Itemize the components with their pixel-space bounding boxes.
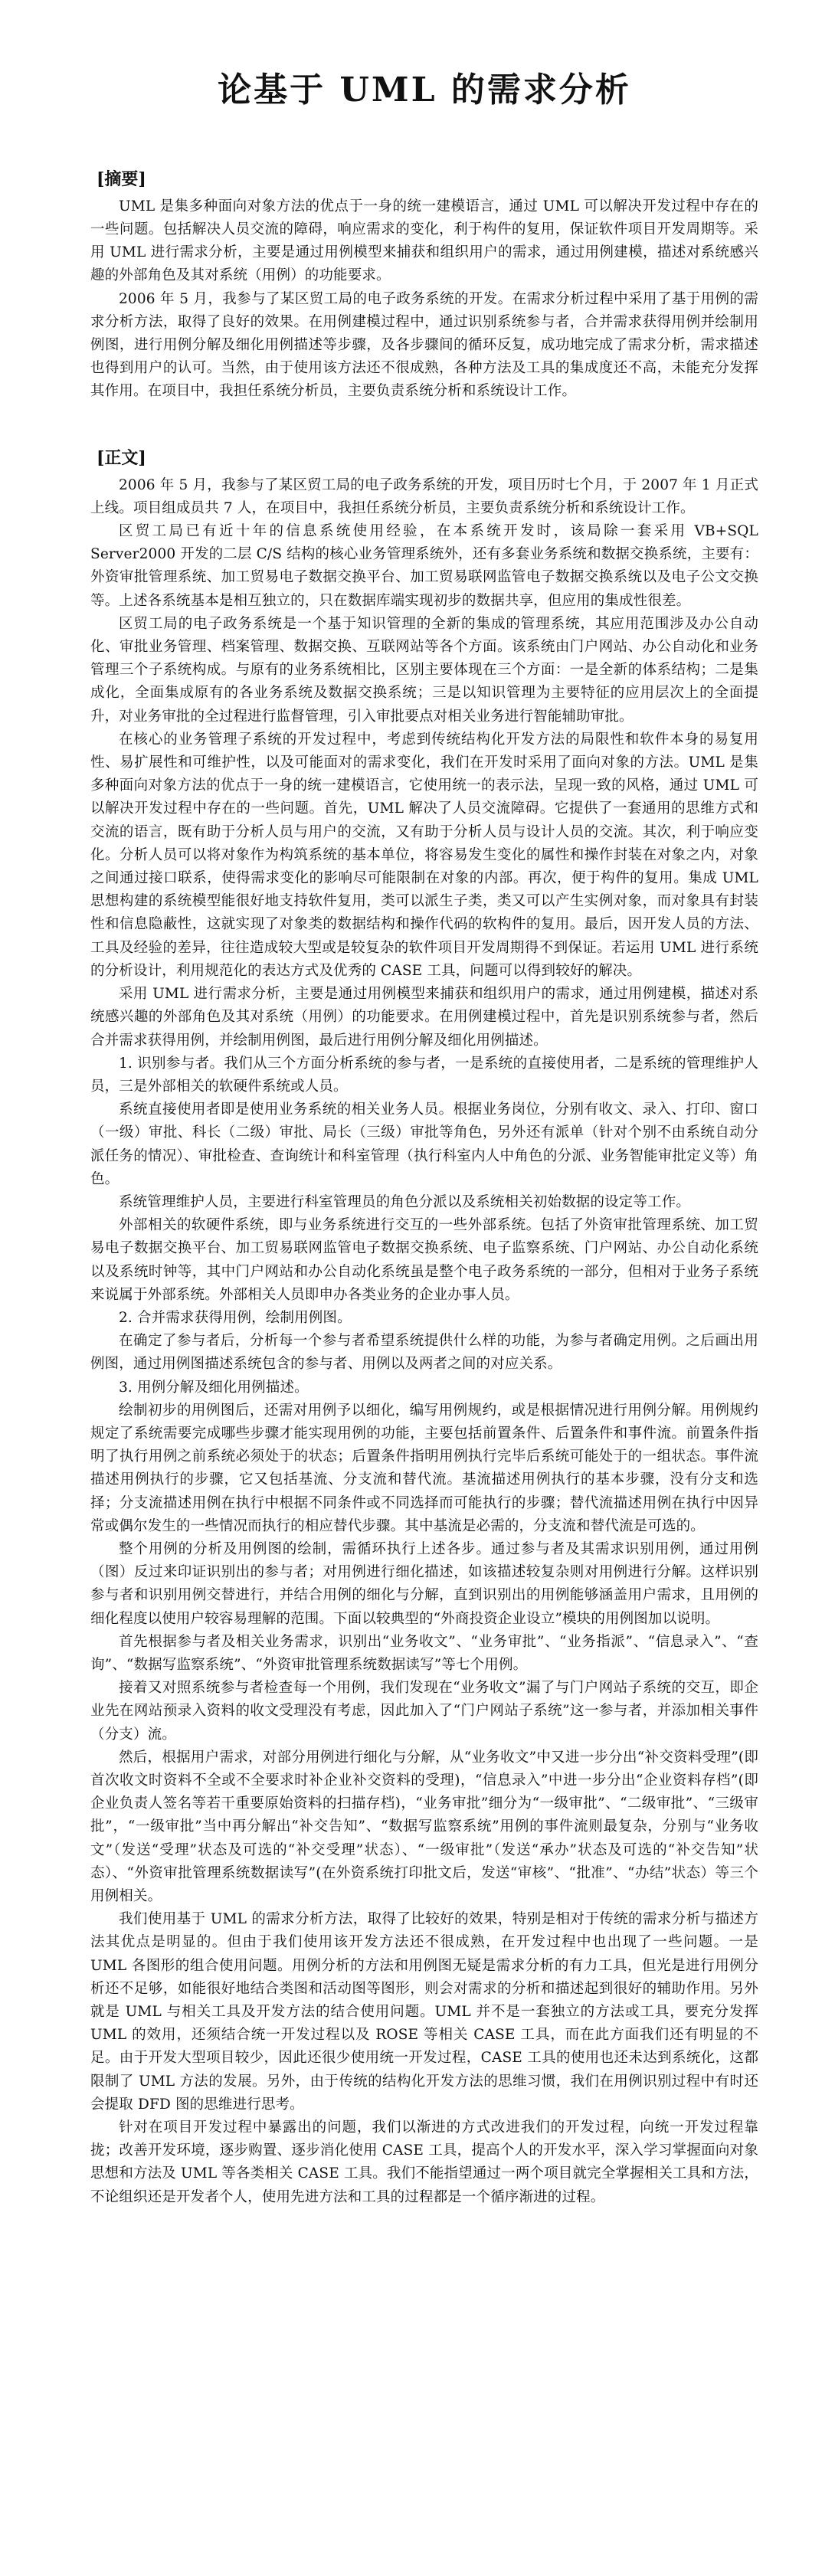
body-paragraph: 在确定了参与者后，分析每一个参与者希望系统提供什么样的功能，为参与者确定用例。之后画出用例图，通过用例图描述系统包含的参与者、用例以及两者之间的对应关系。 [90,1333,758,1373]
body-paragraph: 在核心的业务管理子系统的开发过程中，考虑到传统结构化开发方法的局限性和软件本身的易复用性、易扩展性和可维护性，以及可能面对的需求变化，我们在开发时采用了面向对象的方法。UML 是集多种面向对象方法的优点于一身的统一建模语言，它使用统一的表示法，呈现一致的风格，通过 UML 可以解决开发过程中存在的一些问题。首先，UML 解决了人员交流障碍。它提供了一套通用的思维方式和交流的语言，既有助于分析人员与用户的交流，又有助于分析人员与设计人员的交流。其次，利于响应变化。分析人员可以将对象作为构筑系统的基本单位，将容易发生变化的属性和操作封装在对象之内，对象之间通过接口联系，使得需求变化的影响尽可能限制在对象的内部。再次，便于构件的复用。集成 UML 思想构建的系统模型能很好地支持软件复用，类可以派生子类，类又可以产生实例对象，而对象具有封装性和信息隐蔽性，这就实现了对象类的数据结构和操作代码的软构件的复用。最后，因开发人员的方法、工具及经验的差异，往往造成较大型或是较复杂的软件项目开发周期得不到保证。若运用 UML 进行系统的分析设计，利用规范化的表达方式及优秀的 CASE 工具，问题可以得到较好的解决。 [90,731,758,979]
document-title: 论基于 UML 的需求分析 [218,70,631,110]
body-paragraph: 我们使用基于 UML 的需求分析方法，取得了比较好的效果，特别是相对于传统的需求分析与描述方法其优点是明显的。但由于我们使用该开发方法还不很成熟，在开发过程中也出现了一些问题。一是 UML 各图形的组合使用问题。用例分析的方法和用例图无疑是需求分析的有力工具，但光是进行用例分析还不足够，如能很好地结合类图和活动图等图形，则会对需求的分析和描述起到很好的辅助作用。另外就是 UML 与相关工具及开发方法的结合使用问题。UML 并不是一套独立的方法或工具，要充分发挥 UML 的效用，还须结合统一开发过程以及 ROSE 等相关 CASE 工具，而在此方面我们还有明显的不足。由于开发大型项目较少，因此还很少使用统一开发过程，CASE 工具的使用也还未达到系统化，这都限制了 UML 方法的发展。另外，由于传统的结构化开发方法的思维习惯，我们在用例识别过程中有时还会提取 DFD 图的思维进行思考。 [90,1911,758,2113]
abstract-heading: [摘要] [97,169,146,189]
body-paragraph: 外部相关的软硬件系统，即与业务系统进行交互的一些外部系统。包括了外资审批管理系统、加工贸易电子数据交换平台、加工贸易联网监管电子数据交换系统、电子监察系统、门户网站、办公自动化系统以及系统时钟等，其中门户网站和办公自动化系统虽是整个电子政务系统的一部分，但相对于业务子系统来说属于外部系统。外部相关人员即申办各类业务的企业办事人员。 [90,1217,758,1303]
abstract-paragraph: UML 是集多种面向对象方法的优点于一身的统一建模语言，通过 UML 可以解决开发过程中存在的一些问题。包括解决人员交流的障碍，响应需求的变化，利于构件的复用，保证软件项目开发周期等。采用 UML 进行需求分析，主要是通过用例模型来捕获和组织用户的需求，通过用例建模，描述对系统感兴趣的外部角色及其对系统（用例）的功能要求。 [90,198,758,284]
body-heading: [正文] [97,447,146,468]
body-paragraph: 整个用例的分析及用例图的绘制，需循环执行上述各步。通过参与者及其需求识别用例，通过用例（图）反过来印证识别出的参与者；对用例进行细化描述，如该描述较复杂则对用例进行分解。这样识别参与者和识别用例交替进行，并结合用例的细化与分解，直到识别出的用例能够涵盖用户需求，且用例的细化程度以使用户较容易理解的范围。下面以较典型的“外商投资企业设立”模块的用例图加以说明。 [90,1540,758,1627]
body-paragraph: 系统直接使用者即是使用业务系统的相关业务人员。根据业务岗位，分别有收文、录入、打印、窗口（一级）审批、科长（二级）审批、局长（三级）审批等角色，另外还有派单（针对个别不由系统自动分派任务的情况）、审批检查、查询统计和科室管理（执行科室内人中角色的分派、业务智能审批定义等）角色。 [90,1101,758,1187]
body-paragraph: 采用 UML 进行需求分析，主要是通过用例模型来捕获和组织用户的需求，通过用例建模，描述对系统感兴趣的外部角色及其对系统（用例）的功能要求。在用例建模过程中，首先是识别系统参与者，然后合并需求获得用例，并绘制用例图，最后进行用例分解及细化用例描述。 [90,986,758,1049]
body-paragraph: 区贸工局已有近十年的信息系统使用经验，在本系统开发时，该局除一套采用 VB+SQL Server2000 开发的二层 C/S 结构的核心业务管理系统外，还有多套业务系统和数据交换系统，主要有：外资审批管理系统、加工贸易电子数据交换平台、加工贸易联网监管电子数据交换系统以及电子公文交换等。上述各系统基本是相互独立的，只在数据库端实现初步的数据共享，但应用的集成性很差。 [90,523,758,609]
abstract-paragraph: 2006 年 5 月，我参与了某区贸工局的电子政务系统的开发。在需求分析过程中采用了基于用例的需求分析方法，取得了良好的效果。在用例建模过程中，通过识别系统参与者，合并需求获得用例并绘制用例图，进行用例分解及细化用例描述等步骤，及各步骤间的循环反复，成功地完成了需求分析，需求描述也得到用户的认可。当然，由于使用该方法还不很成熟，各种方法及工具的集成度还不高，未能充分发挥其作用。在项目中，我担任系统分析员，主要负责系统分析和系统设计工作。 [90,290,758,400]
body-paragraph: 绘制初步的用例图后，还需对用例予以细化，编写用例规约，或是根据情况进行用例分解。用例规约规定了系统需要完成哪些步骤才能实现用例的功能，主要包括前置条件、后置条件和事件流。前置条件指明了执行用例之前系统必须处于的状态；后置条件指明用例执行完毕后系统可能处于的一组状态。事件流描述用例执行的步骤，它又包括基流、分支流和替代流。基流描述用例执行的基本步骤，没有分支和选择；分支流描述用例在执行中根据不同条件或不同选择而可能执行的步骤；替代流描述用例在执行中因异常或偶尔发生的一些情况而执行的相应替代步骤。其中基流是必需的，分支流和替代流是可选的。 [90,1402,758,1534]
body-paragraph: 接着又对照系统参与者检查每一个用例，我们发现在“业务收文”漏了与门户网站子系统的交互，即企业先在网站预录入资料的收文受理没有考虑，因此加入了“门户网站子系统”这一参与者，并添加相关事件（分支）流。 [90,1680,758,1743]
body-paragraph: 3. 用例分解及细化用例描述。 [119,1379,309,1396]
body-paragraph: 1. 识别参与者。我们从三个方面分析系统的参与者，一是系统的直接使用者，二是系统的管理维护人员，三是外部相关的软硬件系统或人员。 [90,1055,758,1095]
body-paragraph: 首先根据参与者及相关业务需求，识别出“业务收文”、“业务审批”、“业务指派”、“信息录入”、“查询”、“数据写监察系统”、“外资审批管理系统数据读写”等七个用例。 [90,1633,758,1673]
body-paragraph: 针对在项目开发过程中暴露出的问题，我们以渐进的方式改进我们的开发过程，向统一开发过程靠拢；改善开发环境，逐步购置、逐步消化使用 CASE 工具，提高个人的开发水平，深入学习掌握面向对象思想和方法及 UML 等各类相关 CASE 工具。我们不能指望通过一两个项目就完全掌握相关工具和方法，不论组织还是开发者个人，使用先进方法和工具的过程都是一个循序渐进的过程。 [90,2119,758,2205]
body-paragraph: 区贸工局的电子政务系统是一个基于知识管理的全新的集成的管理系统，其应用范围涉及办公自动化、审批业务管理、档案管理、数据交换、互联网站等各个方面。该系统由门户网站、办公自动化和业务管理三个子系统构成。与原有的业务系统相比，区别主要体现在三个方面：一是全新的体系结构；二是集成化，全面集成原有的各业务系统及数据交换系统；三是以知识管理为主要特征的应用层次上的全面提升，对业务审批的全过程进行监督管理，引入审批要点对相关业务进行智能辅助审批。 [90,615,758,725]
body-paragraph: 2. 合并需求获得用例，绘制用例图。 [119,1309,352,1326]
body-paragraph: 系统管理维护人员，主要进行科室管理员的角色分派以及系统相关初始数据的设定等工作。 [119,1193,691,1210]
body-paragraph: 2006 年 5 月，我参与了某区贸工局的电子政务系统的开发，项目历时七个月，于 2007 年 1 月正式上线。项目组成员共 7 人，在项目中，我担任系统分析员，主要负责系统分析和系统设计工作。 [90,476,758,516]
body-paragraph: 然后，根据用户需求，对部分用例进行细化与分解，从“业务收文”中又进一步分出“补交资料受理”(即首次收文时资料不全或不全要求时补企业补交资料的受理)，“信息录入”中进一步分出“企业资料存档”(即企业负责人签名等若干重要原始资料的扫描存档)，“业务审批”细分为“一级审批”、“二级审批”、“三级审批”，“一级审批”当中再分解出“补交告知”、“数据写监察系统”用例的事件流则最复杂，分别与“业务收文”（发送“受理”状态及可选的“补交受理”状态）、“一级审批”（发送“承办”状态及可选的“补交告知”状态）、“外资审批管理系统数据读写”(在外资系统打印批文后，发送“审核”、“批准”、“办结”状态）等三个用例相关。 [90,1749,758,1905]
